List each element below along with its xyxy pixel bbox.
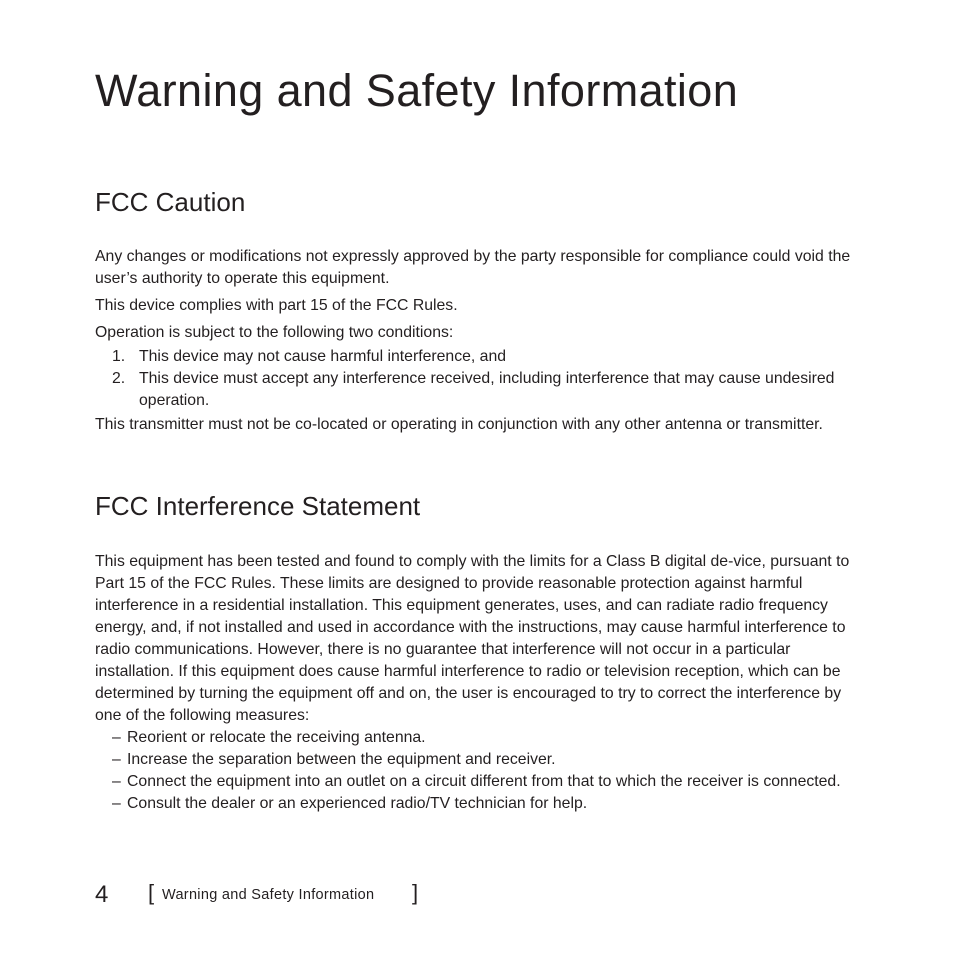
fcc-interference-heading: FCC Interference Statement (95, 491, 421, 521)
list-item (95, 793, 865, 815)
paragraph: This transmitter must not be co-located or operating in conjunction with any other antenna or transmitter. (95, 416, 823, 433)
list-item-text: Connect the equipment into an outlet on a circuit different from that to which the receiver is connected. (127, 773, 841, 790)
list-item (95, 727, 865, 749)
fcc-caution-body (95, 246, 865, 436)
fcc-caution-heading: FCC Caution (95, 187, 246, 217)
paragraph: Operation is subject to the following two conditions: (95, 324, 454, 341)
page-number: 4 (95, 881, 109, 908)
list-item (95, 771, 865, 793)
page-title: Warning and Safety Information (95, 65, 739, 116)
measures-list (95, 727, 865, 815)
list-item-text: This device must accept any interference received, including interference that may cause undesired operation. (139, 370, 835, 409)
dash-bullet: – (112, 795, 121, 812)
bracket-close: ] (412, 880, 419, 905)
list-item (95, 749, 865, 771)
list-item (95, 346, 865, 368)
dash-bullet: – (112, 773, 121, 790)
dash-bullet: – (112, 729, 121, 746)
dash-bullet: – (112, 751, 121, 768)
paragraph: This equipment has been tested and found to comply with the limits for a Class B digital de-vice, pursuant to Part 15 of the FCC Rules. These limits are designed to provide reasonable protection against harmful interference in a residential installation. This equipment generates, uses, and can radiate radio frequency energy, and, if not installed and used in accordance with the instructions, may cause harmful interference to radio communications. However, there is no guarantee that interference will not occur in a particular installation. If this equipment does cause harmful interference to radio or television reception, which can be determined by turning the equipment off and on, the user is encouraged to try to correct the interference by one of the following measures: (95, 553, 850, 724)
list-number: 1. (112, 348, 126, 365)
list-item-text: This device may not cause harmful interference, and (139, 348, 507, 365)
list-item (95, 368, 865, 412)
paragraph: Any changes or modifications not expressly approved by the party responsible for compliance could void the user’s authority to operate this equipment. (95, 248, 851, 287)
running-title: Warning and Safety Information (162, 887, 375, 903)
list-item-text: Consult the dealer or an experienced radio/TV technician for help. (127, 795, 588, 812)
paragraph: This device complies with part 15 of the FCC Rules. (95, 297, 458, 314)
fcc-interference-body (95, 551, 865, 815)
list-item-text: Increase the separation between the equipment and receiver. (127, 751, 556, 768)
conditions-list (95, 346, 865, 412)
list-item-text: Reorient or relocate the receiving antenna. (127, 729, 426, 746)
list-number: 2. (112, 370, 126, 387)
bracket-open: [ (148, 880, 155, 905)
